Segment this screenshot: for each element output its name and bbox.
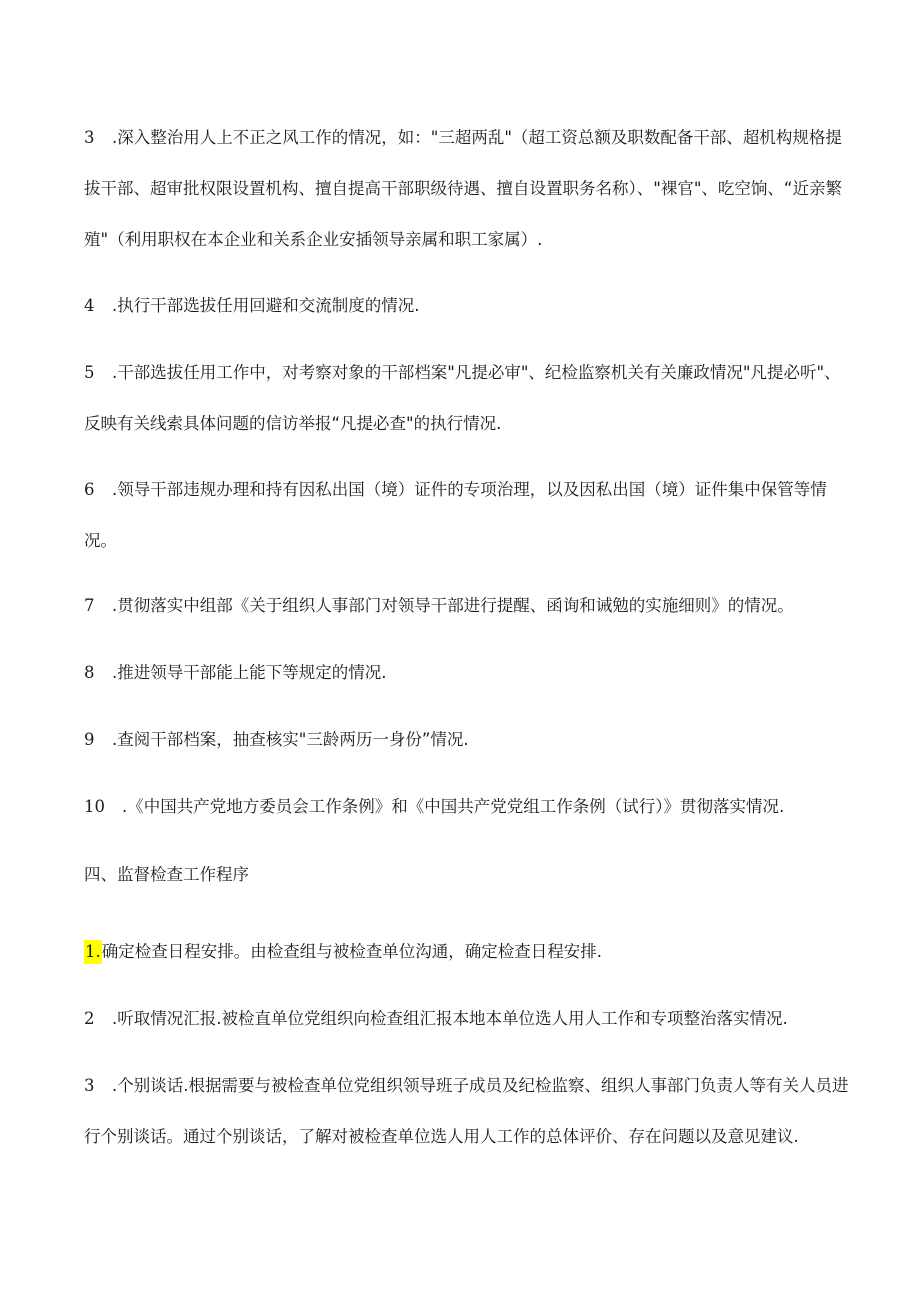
step-text: .听取情况汇报.被检直单位党组织向检查组汇报本地本单位选人用人工作和专项整治落实情况. — [112, 1009, 788, 1028]
step-item — [84, 1060, 854, 1162]
step-text: 确定检查日程安排。由检查组与被检查单位沟通，确定检查日程安排. — [101, 942, 602, 961]
item-number: 7 — [84, 596, 95, 615]
item-text: .查阅干部档案，抽查核实"三龄两历一身份”情况. — [112, 730, 469, 749]
item-text: .干部选拔任用工作中，对考察对象的干部档案"凡提必审"、纪检监察机关有关廉政情况"凡提必听"、反映有关线索具体问题的信访举报“凡提必查"的执行情况. — [84, 363, 841, 433]
step-item — [84, 993, 854, 1044]
item-text: .执行干部选拔任用回避和交流制度的情况. — [112, 296, 420, 315]
section-heading: 四、监督检查工作程序 — [84, 865, 249, 884]
list-item — [84, 647, 854, 698]
list-item — [84, 280, 854, 331]
item-number: 9 — [84, 730, 95, 749]
item-text: .领导干部违规办理和持有因私出国（境）证件的专项治理，以及因私出国（境）证件集中保管等情况。 — [84, 480, 827, 550]
step-text: .个别谈话.根据需要与被检查单位党组织领导班子成员及纪检监察、组织人事部门负责人等有关人员进行个别谈话。通过个别谈话，了解对被检查单位选人用人工作的总体评价、存在问题以及意见建议. — [84, 1076, 849, 1146]
item-text: .贯彻落实中组部《关于组织人事部门对领导干部进行提醒、函询和诫勉的实施细则》的情况。 — [112, 596, 794, 615]
item-number: 6 — [84, 480, 95, 499]
item-number: 8 — [84, 663, 95, 682]
list-item — [84, 347, 854, 449]
item-number: 5 — [84, 363, 95, 382]
item-text: .推进领导干部能上能下等规定的情况. — [112, 663, 387, 682]
list-item — [84, 781, 854, 832]
highlighted-step-number: 1. — [84, 940, 102, 964]
list-item — [84, 714, 854, 765]
item-text: .《中国共产党地方委员会工作条例》和《中国共产党党组工作条例（试行）》贯彻落实情况. — [122, 797, 785, 816]
item-text: .深入整治用人上不正之风工作的情况，如："三超两乱"（超工资总额及职数配备干部、超机构规格提拔干部、超审批权限设置机构、擅自提高干部职级待遇、擅自设置职务名称）、"裸官"、吃空饷、“近亲繁殖"（利用职权在本企业和关系企业安插领导亲属和职工家属）. — [84, 128, 842, 249]
item-number: 4 — [84, 296, 95, 315]
list-item — [84, 112, 854, 265]
step-item — [84, 926, 854, 977]
step-number: 3 — [84, 1076, 95, 1095]
item-number: 3 — [84, 128, 95, 147]
step-number: 2 — [84, 1009, 95, 1028]
item-number: 10 — [84, 797, 105, 816]
list-item — [84, 580, 854, 631]
list-item — [84, 464, 854, 566]
